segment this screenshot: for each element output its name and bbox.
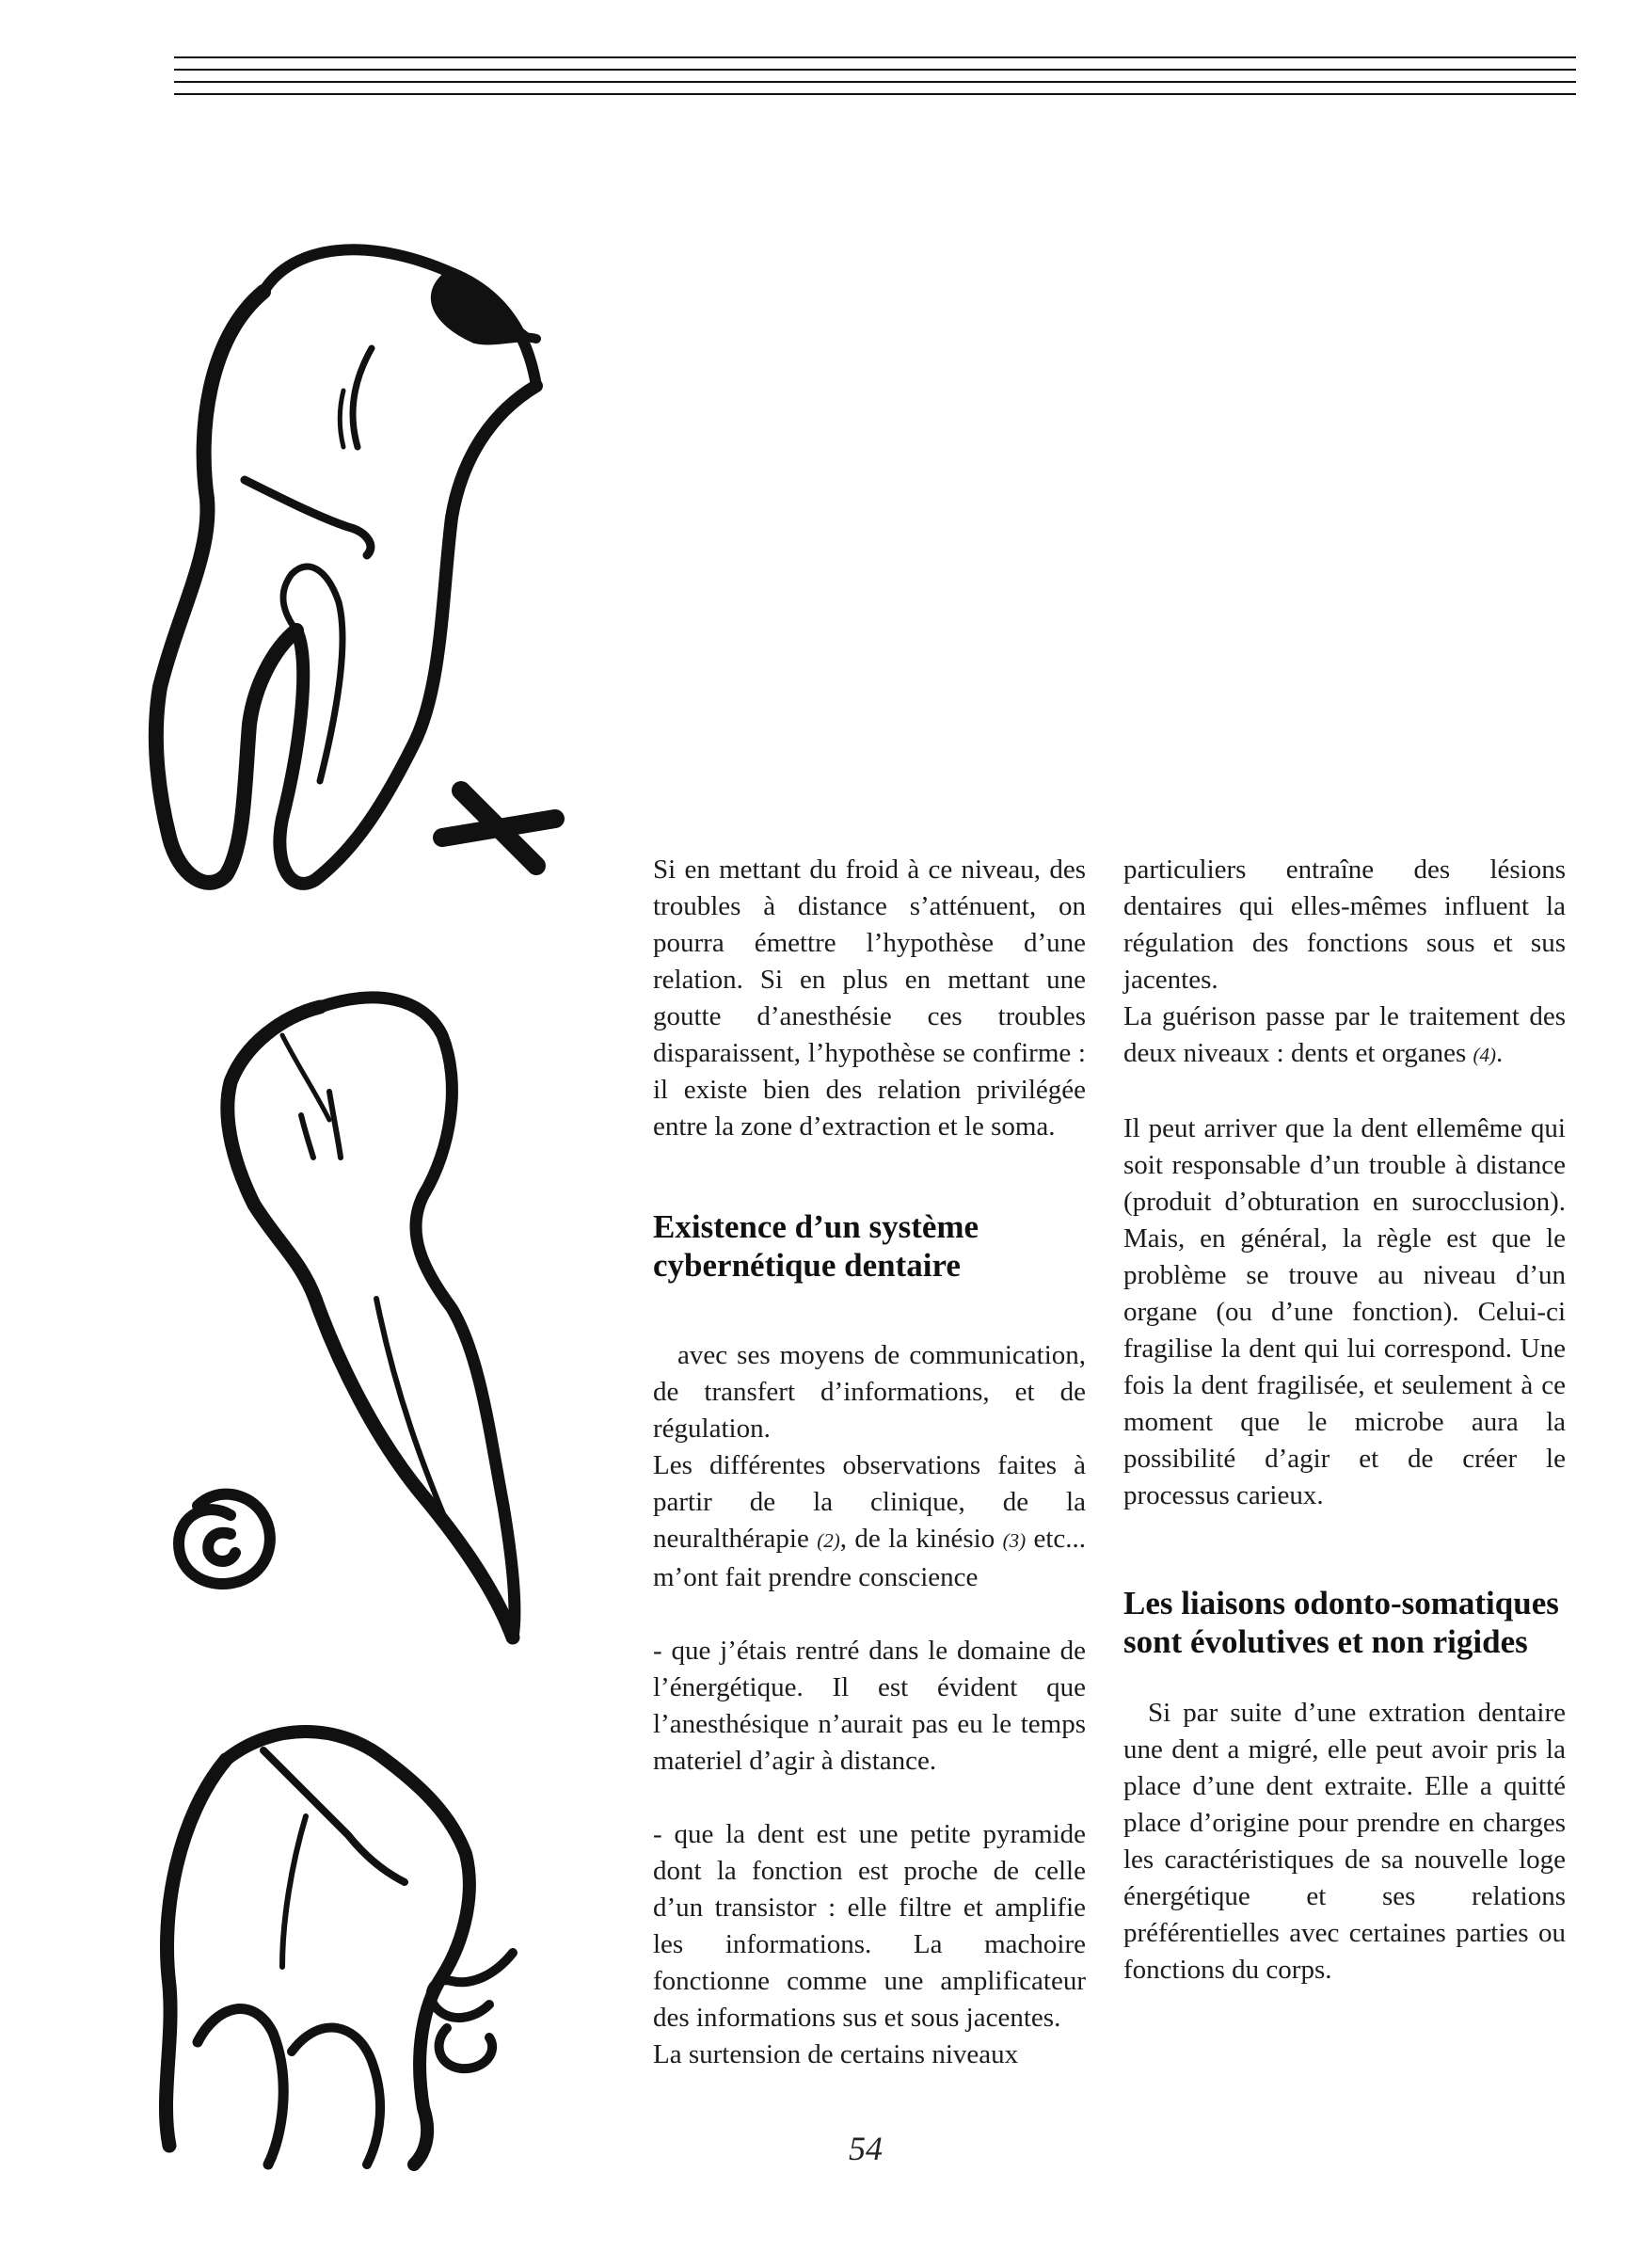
right-paragraph-3: Il peut arriver que la dent ellemême qui soit responsable d’un trouble à distance (produit d’obturation en surocclusion). Mais, en général, la règle est que le problème se trouve au niveau d’un organe (ou d’une fonction). Celui-ci fragilise la dent qui lui correspond. Une fois la dent fragilisée, et seulement à ce moment que le microbe aura la possibilité d’agir et de créer le processus carieux. (1123, 1113, 1566, 1510)
left-paragraph-2b-mid: , de la kinésio (839, 1524, 1003, 1554)
left-paragraph-2b-end: etc... m’ont fait prendre conscience (653, 1524, 1087, 1592)
right-paragraph-4: Si par suite d’une extration dentaire une dent a migré, elle peut avoir pris la place d’une dent extraite. Elle a quitté place d’origine pour prendre en charges les caractéristiques de sa nouvelle loge énergétique et ses relations préférentielles avec certaines parties ou fonctions du corps. (1123, 1698, 1566, 1985)
right-column (1123, 852, 1566, 1988)
heading-odonto-somatic-links: Les liaisons odonto-somatiques sont évolutives et non rigides (1123, 1585, 1559, 1660)
left-paragraph-2b (653, 1447, 1086, 1596)
tooth-bottom-icon (166, 1732, 469, 2164)
right-paragraph-2 (1123, 998, 1566, 1074)
header-rule-top (174, 56, 1576, 58)
left-paragraph-3: - que j’étais rentré dans le domaine de l’énergétique. Il est évident que l’anesthésique n’aurait pas eu le temps materiel d’agir à distance. (653, 1636, 1086, 1776)
left-paragraph-4: - que la dent est une petite pyramide dont la fonction est proche de celle d’un transistor : elle filtre et amplifie les informations. La machoire fonctionne comme une amplificateur des informations sus et sous jacentes. (653, 1819, 1086, 2033)
reference-2: (2) (817, 1529, 840, 1552)
left-column (653, 852, 1086, 2073)
left-paragraph-5: La surtension de certains niveaux (653, 2039, 1019, 2069)
left-paragraph-1: Si en mettant du froid à ce niveau, des troubles à distance s’atténuent, on pourra émettre l’hypothèse d’une relation. Si en plus en mettant une goutte d’anesthésie ces troubles disparaissent, l’hypothèse se confirme : il existe bien des relation privilégée entre la zone d’extraction et le soma. (653, 854, 1086, 1142)
right-paragraph-2-start: La guérison passe par le traitement des deux niveaux : dents et organes (1123, 1001, 1566, 1068)
page-number: 54 (849, 2130, 883, 2167)
reference-3: (3) (1002, 1529, 1027, 1552)
right-paragraph-2-end: . (1496, 1038, 1504, 1068)
tooth-top-icon (156, 249, 536, 884)
header-rule-bottom (174, 93, 1576, 95)
right-paragraph-1: particuliers entraîne des lésions dentaires qui elles-mêmes influent la régulation des fonctions sous et sus jacentes. (1123, 854, 1566, 995)
spiral-icon (179, 1494, 270, 1584)
header-rule-middle-2 (174, 81, 1576, 83)
teeth-illustration (141, 216, 630, 2174)
cross-mark-icon (442, 791, 555, 866)
heading-cybernetic-system: Existence d’un système cybernétique dentaire (653, 1208, 979, 1284)
header-rules (174, 56, 1576, 96)
left-paragraph-2b-start: Les différentes observations faites à partir de la clinique, de la neuralthérapie (653, 1450, 1086, 1554)
reference-4: (4) (1473, 1044, 1497, 1066)
header-rule-middle (174, 69, 1576, 71)
left-paragraph-2a: avec ses moyens de communication, de transfert d’informations, et de régulation. (653, 1340, 1086, 1444)
